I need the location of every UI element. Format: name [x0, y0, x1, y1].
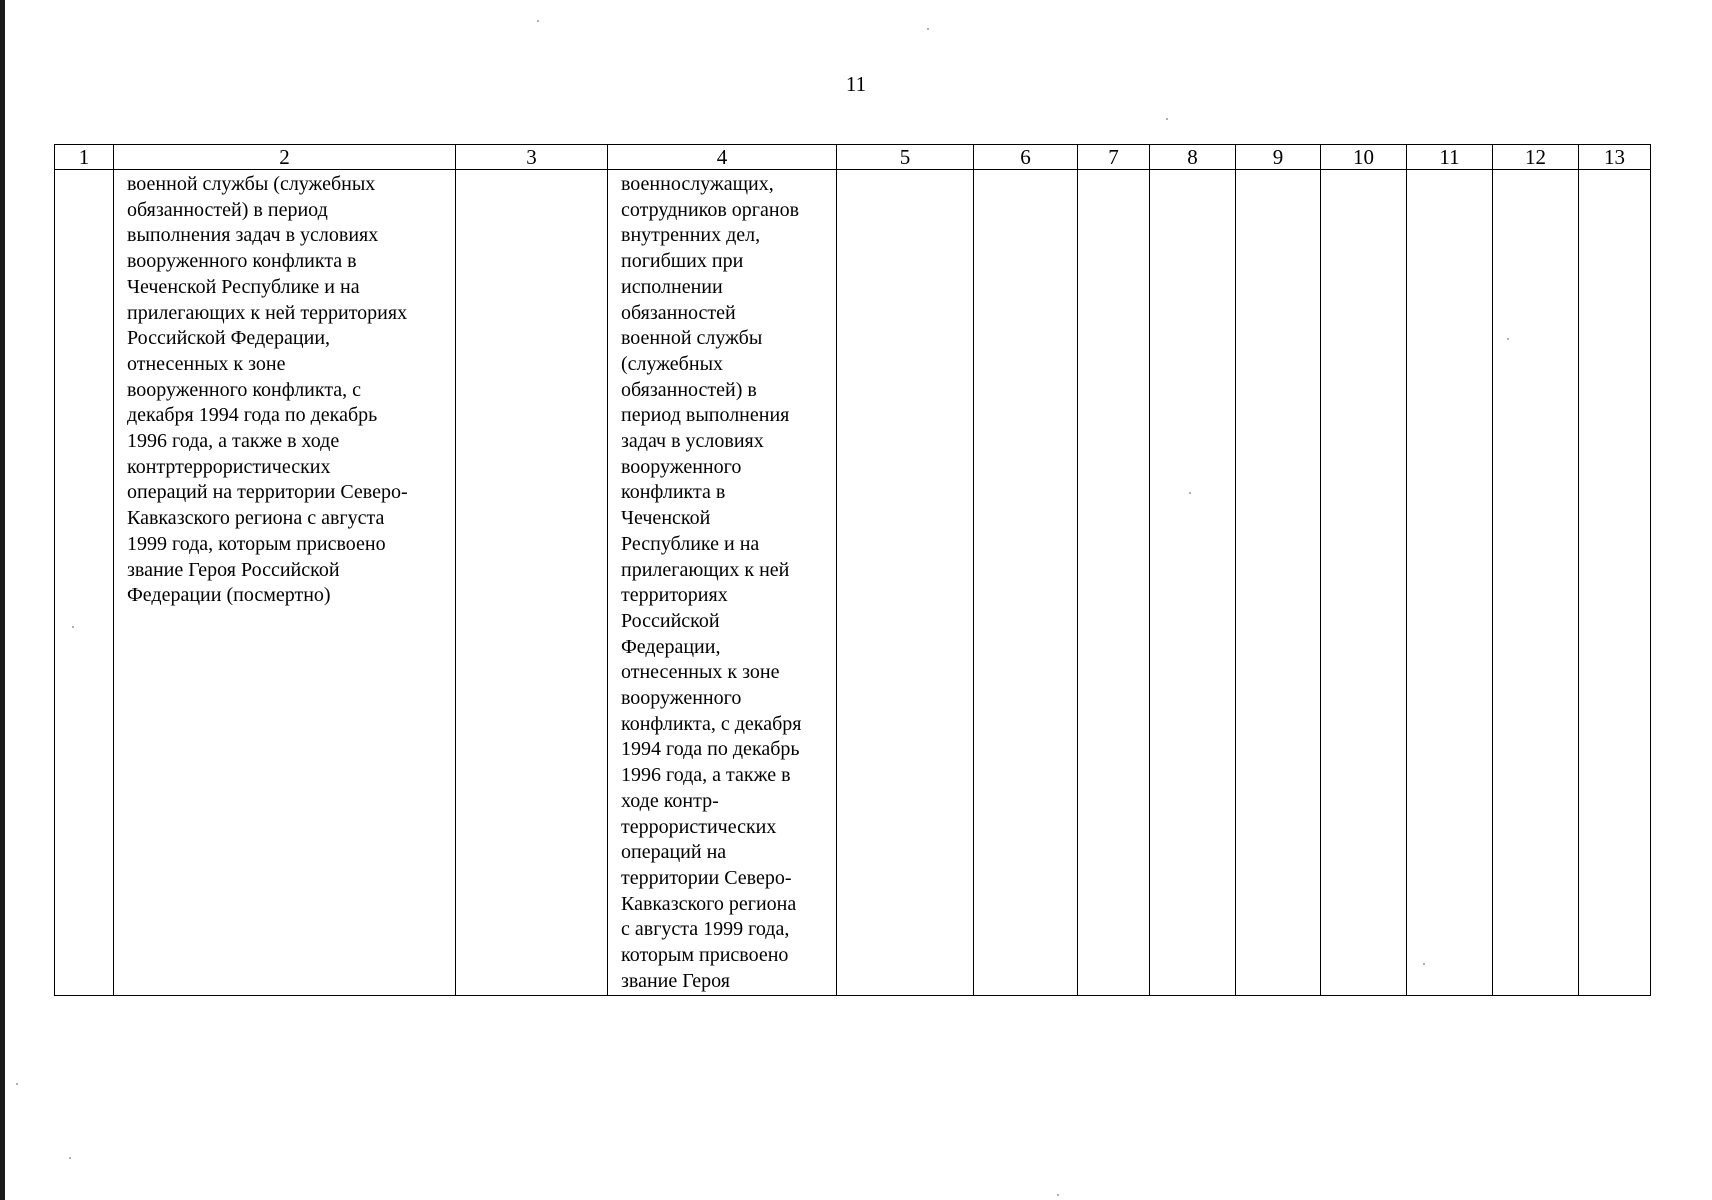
- cell-text: [1150, 170, 1235, 172]
- scan-speck: [72, 626, 74, 628]
- scan-speck: [16, 1083, 18, 1085]
- table-cell-col7: [1078, 170, 1150, 996]
- table-cell-col3: [456, 170, 608, 996]
- column-header-11: 11: [1407, 145, 1493, 170]
- table-cell-col9: [1236, 170, 1321, 996]
- column-header-12: 12: [1493, 145, 1579, 170]
- table-cell-col1: [55, 170, 114, 996]
- column-header-10: 10: [1321, 145, 1407, 170]
- scan-speck: [1189, 492, 1191, 494]
- table-cell-col10: [1321, 170, 1407, 996]
- cell-text: [1078, 170, 1149, 172]
- page-number: 11: [845, 72, 867, 96]
- cell-text: [1321, 170, 1406, 172]
- cell-text: [456, 170, 607, 172]
- scan-speck: [927, 28, 929, 30]
- scan-speck: [537, 20, 539, 22]
- table-cell-col13: [1579, 170, 1651, 996]
- cell-text: [837, 170, 973, 172]
- scan-speck: [69, 1157, 71, 1159]
- cell-text: [1579, 170, 1650, 172]
- table-cell-col2: [114, 170, 456, 996]
- table-cell-col5: [837, 170, 974, 996]
- table-cell-col11: [1407, 170, 1493, 996]
- scan-speck: [1423, 963, 1425, 965]
- table-header-row: [55, 145, 1651, 170]
- cell-text: [1407, 170, 1492, 172]
- column-header-7: 7: [1078, 145, 1150, 170]
- table-cell-col6: [974, 170, 1078, 996]
- column-header-8: 8: [1150, 145, 1236, 170]
- scan-speck: [1166, 118, 1168, 120]
- cell-text: [55, 170, 113, 172]
- column-header-2: 2: [114, 145, 456, 170]
- scan-speck: [1507, 338, 1509, 340]
- column-header-3: 3: [456, 145, 608, 170]
- scan-edge: [0, 0, 5, 1200]
- column-header-6: 6: [974, 145, 1078, 170]
- cell-text: военной службы (служебных обязанностей) в период выполнения задач в условиях вооруженного конфликта в Чеченской Республике и на прилегающих к ней территориях Российской Федерации, отнесенных к зоне вооруженного конфликта, с декабря 1994 года по декабрь 1996 года, а также в ходе контртеррористических операций на территории Северо- Кавказского региона с августа 1999 года, которым присвоено звание Героя Российской Федерации (посмертно): [127, 173, 408, 607]
- column-header-4: 4: [608, 145, 837, 170]
- table-row: [55, 170, 1651, 996]
- table-cell-col12: [1493, 170, 1579, 996]
- table-cell-col8: [1150, 170, 1236, 996]
- cell-text: военнослужащих, сотрудников органов внутренних дел, погибших при исполнении обязанностей военной службы (служебных обязанностей) в период выполнения задач в условиях вооруженного конфликта в Чеченской Республике и на прилегающих к ней территориях Российской Федерации, отнесенных к зоне вооруженного конфликта, с декабря 1994 года по декабрь 1996 года, а также в ходе контр- террористических операций на территории Северо- Кавказского региона с августа 1999 года, которым присвоено звание Героя: [621, 173, 802, 992]
- column-header-1: 1: [55, 145, 114, 170]
- column-header-13: 13: [1579, 145, 1651, 170]
- table-cell-col4: [608, 170, 837, 996]
- scan-speck: [1057, 1194, 1059, 1196]
- data-table: [54, 144, 1651, 996]
- cell-text: [974, 170, 1077, 172]
- column-header-5: 5: [837, 145, 974, 170]
- column-header-9: 9: [1236, 145, 1321, 170]
- cell-text: [1493, 170, 1578, 172]
- cell-text: [1236, 170, 1320, 172]
